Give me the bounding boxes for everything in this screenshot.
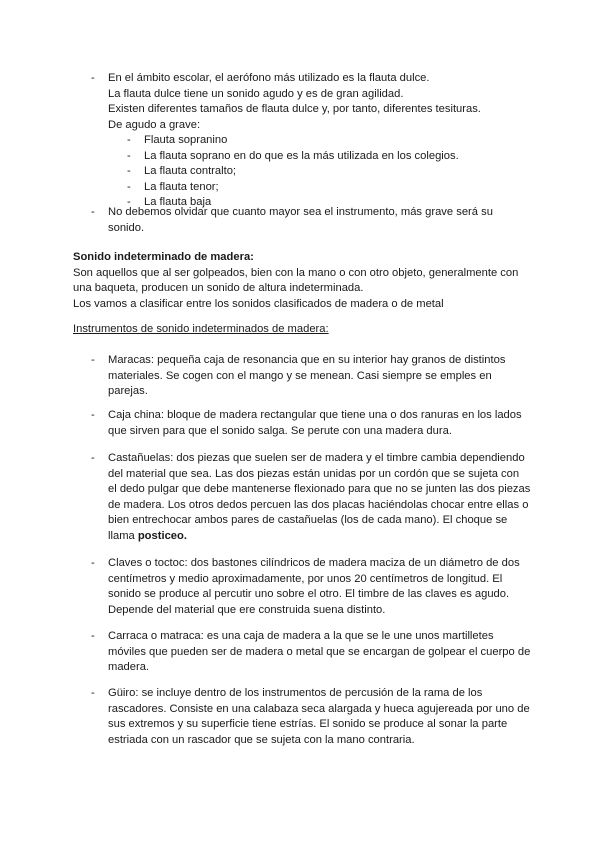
text-line: bien entrechocar ambos pares de castañuelas (los de cada mano). El choque se <box>108 514 508 526</box>
text-line: No debemos olvidar que cuanto mayor sea el instrumento, más grave será su <box>108 206 493 218</box>
text-line: Caja china: bloque de madera rectangular que tiene una o dos ranuras en los lados <box>108 409 522 421</box>
subsection-heading: Instrumentos de sonido indeterminados de madera: <box>73 323 329 335</box>
text-line: madera. <box>108 661 150 673</box>
list-dash: - <box>127 134 131 146</box>
list-dash: - <box>127 180 131 193</box>
text-line: que sirven para que el sonido salga. Se perute con una madera dura. <box>108 424 452 437</box>
bold-term-posticeo: posticeo. <box>137 529 187 542</box>
text-line: Claves o toctoc: dos bastones cilíndricos de madera maciza de un diámetro de dos <box>108 557 520 569</box>
text-line: Existen diferentes tamaños de flauta dulce y, por tanto, diferentes tesituras. <box>108 103 481 115</box>
text-line: estriada con un rascador que se sujeta con la mano contraria. <box>108 733 415 746</box>
paragraph-line: Son aquellos que al ser golpeados, bien con la mano o con otro objeto, generalmente con <box>73 266 519 279</box>
text-line: sonido. <box>108 221 145 234</box>
text-line: Castañuelas: dos piezas que suelen ser de madera y el timbre cambia dependiendo <box>108 452 525 464</box>
text-line: el dedo pulgar que debe mantenerse flexionado para que no se junten las dos piezas <box>108 483 531 495</box>
sub-item-text: La flauta soprano en do que es la más utilizada en los colegios. <box>144 149 459 162</box>
list-dash: - <box>91 206 95 218</box>
list-dash: - <box>91 557 95 569</box>
paragraph-line: una baqueta, producen un sonido de altura indeterminada. <box>73 282 364 294</box>
text-line: De agudo a grave: <box>108 118 201 131</box>
list-dash: - <box>127 149 131 162</box>
text-line: La flauta dulce tiene un sonido agudo y es de gran agilidad. <box>108 87 404 100</box>
sub-item-text: La flauta tenor; <box>144 180 219 193</box>
sub-list-item <box>127 149 587 165</box>
text-line: parejas. <box>108 385 148 397</box>
text-prefix: llama <box>108 529 138 542</box>
text-line: móviles que pueden ser de madera o metal que se encargan de golpear el cuerpo de <box>108 645 531 658</box>
sub-list-item <box>127 180 587 196</box>
list-dash: - <box>127 165 131 177</box>
text-line: sus extremos y su superficie tiene estrías. El sonido se produce al sonar la parte <box>108 718 508 730</box>
sub-item-text: Flauta sopranino <box>144 134 228 146</box>
text-line: del material que sea. Las dos piezas están unidas por un cordón que se sujeta con <box>108 467 520 480</box>
text-line: rascadores. Consiste en una calabaza seca alargada y hueca agujereada por uno de <box>108 702 530 715</box>
text-line: Maracas: pequeña caja de resonancia que en su interior hay granos de distintos <box>108 354 506 366</box>
sub-list-item <box>127 133 587 149</box>
text-line: centímetros y medio aproximadamente, por unos 20 centímetros de longitud. El <box>108 572 503 585</box>
list-dash: - <box>91 452 95 464</box>
text-line-last <box>108 529 530 545</box>
sub-item-text: La flauta contralto; <box>144 165 237 177</box>
text-line: Depende del material que ere construida suena distinto. <box>108 603 386 616</box>
text-line: En el ámbito escolar, el aerófono más utilizado es la flauta dulce. <box>108 72 430 84</box>
list-dash: - <box>91 409 95 421</box>
list-dash: - <box>127 196 131 208</box>
text-line: Carraca o matraca: es una caja de madera a la que se le une unos martilletes <box>108 630 494 642</box>
text-line: de madera. Los otros dedos percuen las dos placas haciéndolas chocar entre ellas o <box>108 498 529 511</box>
list-dash: - <box>91 630 95 642</box>
section-sonido-indeterminado <box>73 250 518 312</box>
subsection-heading-block <box>73 322 329 338</box>
list-dash: - <box>91 354 95 366</box>
paragraph-line: Los vamos a clasificar entre los sonidos clasificados de madera o de metal <box>73 297 444 310</box>
text-line: materiales. Se cogen con el mango y se menean. Casi siempre se emples en <box>108 369 492 382</box>
sub-list-flautas <box>127 133 587 211</box>
list-dash: - <box>91 72 95 84</box>
text-line: sonido se produce al percutir uno sobre el otro. El timbre de las claves es agudo. <box>108 588 510 600</box>
section-heading: Sonido indeterminado de madera: <box>73 251 254 263</box>
list-dash: - <box>91 687 95 699</box>
text-line: Güiro: se incluye dentro de los instrumentos de percusión de la rama de los <box>108 687 483 699</box>
sub-list-item <box>127 164 587 180</box>
sub-item-text: La flauta baja <box>144 196 212 208</box>
